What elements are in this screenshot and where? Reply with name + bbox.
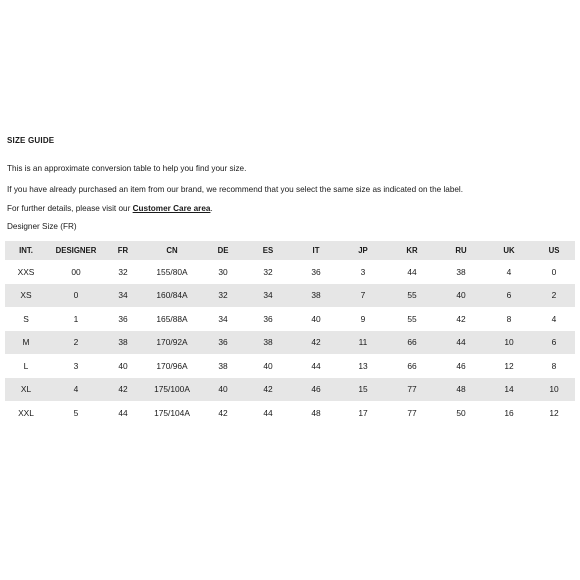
table-cell-es: 38 bbox=[263, 337, 273, 348]
table-body bbox=[5, 260, 575, 425]
table-cell-us: 2 bbox=[551, 290, 557, 301]
table-cell-fr: 42 bbox=[118, 384, 128, 395]
table-cell-jp: 17 bbox=[358, 407, 368, 418]
table-cell-int: M bbox=[22, 337, 30, 348]
table-cell-uk: 16 bbox=[504, 407, 514, 418]
table-cell-ru: 42 bbox=[456, 313, 466, 324]
table-cell-cn: 175/100A bbox=[154, 384, 190, 395]
table-cell-cn: 170/92A bbox=[156, 337, 188, 348]
table-row bbox=[5, 378, 575, 402]
table-cell-jp: 13 bbox=[358, 360, 368, 371]
table-cell-us: 6 bbox=[551, 337, 557, 348]
table-cell-int: S bbox=[23, 313, 29, 324]
column-header-jp: JP bbox=[358, 246, 368, 255]
table-cell-uk: 4 bbox=[506, 266, 512, 277]
details-paragraph bbox=[7, 203, 575, 214]
table-cell-uk: 8 bbox=[506, 313, 512, 324]
table-cell-ru: 50 bbox=[456, 407, 466, 418]
table-cell-ru: 46 bbox=[456, 360, 466, 371]
table-cell-de: 30 bbox=[218, 266, 228, 277]
table-row bbox=[5, 331, 575, 355]
table-cell-int: XXL bbox=[18, 407, 34, 418]
table-cell-ru: 48 bbox=[456, 384, 466, 395]
table-cell-de: 38 bbox=[218, 360, 228, 371]
table-cell-cn: 170/96A bbox=[156, 360, 188, 371]
customer-care-link[interactable]: Customer Care area bbox=[132, 204, 211, 213]
table-row bbox=[5, 354, 575, 378]
table-cell-int: L bbox=[23, 360, 29, 371]
intro-paragraph: This is an approximate conversion table to help you find your size. bbox=[7, 164, 247, 173]
table-cell-int: XS bbox=[20, 290, 32, 301]
details-suffix: . bbox=[210, 204, 213, 213]
table-cell-us: 0 bbox=[551, 266, 557, 277]
table-cell-fr: 38 bbox=[118, 337, 128, 348]
table-cell-it: 46 bbox=[311, 384, 321, 395]
details-prefix: For further details, please visit our bbox=[7, 204, 133, 213]
table-cell-designer: 3 bbox=[73, 360, 79, 371]
table-cell-kr: 44 bbox=[407, 266, 417, 277]
table-cell-es: 34 bbox=[263, 290, 273, 301]
table-cell-kr: 66 bbox=[407, 337, 417, 348]
table-cell-fr: 44 bbox=[118, 407, 128, 418]
table-cell-us: 10 bbox=[549, 384, 559, 395]
table-cell-us: 8 bbox=[551, 360, 557, 371]
column-header-uk: UK bbox=[503, 246, 515, 255]
table-cell-ru: 44 bbox=[456, 337, 466, 348]
table-row bbox=[5, 284, 575, 308]
column-header-fr: FR bbox=[117, 246, 129, 255]
purchased-paragraph: If you have already purchased an item from our brand, we recommend that you select the same size as indicated on the label. bbox=[7, 185, 464, 194]
table-cell-it: 38 bbox=[311, 290, 321, 301]
table-cell-es: 36 bbox=[263, 313, 273, 324]
table-cell-es: 44 bbox=[263, 407, 273, 418]
page-title: SIZE GUIDE bbox=[7, 136, 55, 145]
table-row bbox=[5, 307, 575, 331]
table-cell-fr: 40 bbox=[118, 360, 128, 371]
table-cell-cn: 160/84A bbox=[156, 290, 188, 301]
table-cell-it: 42 bbox=[311, 337, 321, 348]
table-cell-int: XL bbox=[20, 384, 32, 395]
table-cell-kr: 77 bbox=[407, 407, 417, 418]
column-header-de: DE bbox=[217, 246, 229, 255]
table-cell-us: 4 bbox=[551, 313, 557, 324]
table-cell-kr: 66 bbox=[407, 360, 417, 371]
column-header-ru: RU bbox=[455, 246, 467, 255]
table-cell-ru: 40 bbox=[456, 290, 466, 301]
table-cell-cn: 165/88A bbox=[156, 313, 188, 324]
column-header-designer: DESIGNER bbox=[55, 246, 97, 255]
table-cell-jp: 15 bbox=[358, 384, 368, 395]
column-header-int: INT. bbox=[19, 246, 33, 255]
table-cell-jp: 3 bbox=[360, 266, 366, 277]
column-header-us: US bbox=[548, 246, 560, 255]
table-cell-de: 34 bbox=[218, 313, 228, 324]
table-cell-de: 40 bbox=[218, 384, 228, 395]
table-cell-uk: 6 bbox=[506, 290, 512, 301]
table-cell-it: 48 bbox=[311, 407, 321, 418]
table-cell-designer: 0 bbox=[73, 290, 79, 301]
table-cell-de: 32 bbox=[218, 290, 228, 301]
table-cell-designer: 2 bbox=[73, 337, 79, 348]
designer-size-label: Designer Size (FR) bbox=[7, 222, 77, 231]
table-cell-designer: 1 bbox=[73, 313, 79, 324]
table-cell-es: 42 bbox=[263, 384, 273, 395]
table-row bbox=[5, 260, 575, 284]
table-cell-uk: 12 bbox=[504, 360, 514, 371]
table-cell-uk: 14 bbox=[504, 384, 514, 395]
table-cell-int: XXS bbox=[17, 266, 35, 277]
column-header-kr: KR bbox=[406, 246, 418, 255]
table-cell-designer: 00 bbox=[71, 266, 81, 277]
size-guide-content bbox=[7, 136, 575, 425]
column-header-es: ES bbox=[262, 246, 274, 255]
table-cell-jp: 9 bbox=[360, 313, 366, 324]
column-header-cn: CN bbox=[166, 246, 178, 255]
table-cell-fr: 34 bbox=[118, 290, 128, 301]
column-header-it: IT bbox=[312, 246, 320, 255]
table-cell-us: 12 bbox=[549, 407, 559, 418]
table-cell-de: 42 bbox=[218, 407, 228, 418]
table-cell-es: 32 bbox=[263, 266, 273, 277]
table-header-row bbox=[5, 241, 575, 260]
table-cell-it: 40 bbox=[311, 313, 321, 324]
table-cell-designer: 4 bbox=[73, 384, 79, 395]
table-cell-jp: 11 bbox=[358, 337, 368, 348]
table-row bbox=[5, 401, 575, 425]
table-cell-es: 40 bbox=[263, 360, 273, 371]
table-cell-kr: 55 bbox=[407, 290, 417, 301]
table-cell-designer: 5 bbox=[73, 407, 79, 418]
table-cell-ru: 38 bbox=[456, 266, 466, 277]
table-cell-cn: 155/80A bbox=[156, 266, 188, 277]
table-cell-it: 44 bbox=[311, 360, 321, 371]
table-cell-kr: 55 bbox=[407, 313, 417, 324]
table-cell-fr: 36 bbox=[118, 313, 128, 324]
size-conversion-table bbox=[5, 241, 575, 425]
table-cell-cn: 175/104A bbox=[154, 407, 190, 418]
table-cell-uk: 10 bbox=[504, 337, 514, 348]
table-cell-it: 36 bbox=[311, 266, 321, 277]
table-cell-fr: 32 bbox=[118, 266, 128, 277]
table-cell-jp: 7 bbox=[360, 290, 366, 301]
table-cell-kr: 77 bbox=[407, 384, 417, 395]
table-cell-de: 36 bbox=[218, 337, 228, 348]
